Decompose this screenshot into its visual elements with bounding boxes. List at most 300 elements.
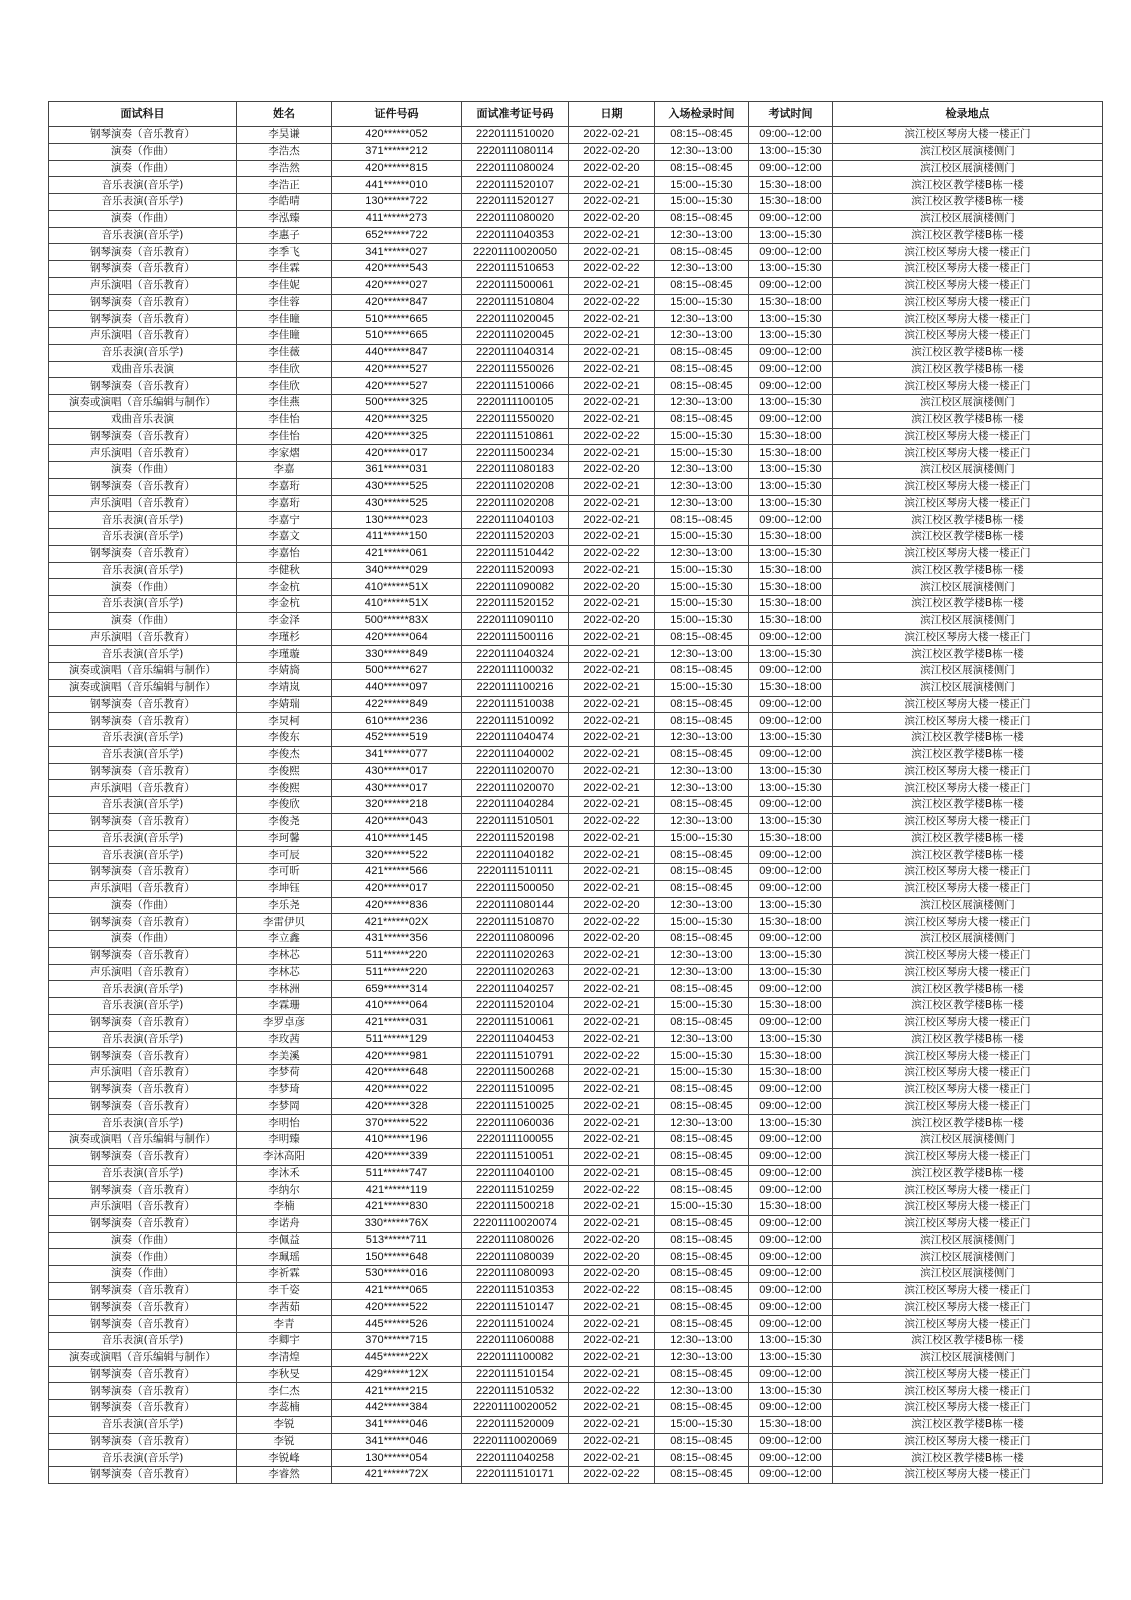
cell-checkin-location: 滨江校区琴房大楼一楼正门 — [833, 1048, 1103, 1065]
cell-checkin-location: 滨江校区琴房大楼一楼正门 — [833, 1148, 1103, 1165]
cell-name: 李佳欣 — [237, 378, 332, 395]
cell-name: 李婧旖 — [237, 663, 332, 680]
cell-date: 2022-02-22 — [569, 294, 655, 311]
cell-checkin-location: 滨江校区教学楼B栋一楼 — [833, 194, 1103, 211]
table-row — [49, 1182, 1103, 1199]
cell-subject: 声乐演唱（音乐教育） — [49, 880, 237, 897]
cell-checkin-location: 滨江校区琴房大楼一楼正门 — [833, 428, 1103, 445]
cell-date: 2022-02-20 — [569, 210, 655, 227]
cell-checkin-location: 滨江校区教学楼B栋一楼 — [833, 596, 1103, 613]
cell-exam-time: 09:00--12:00 — [749, 797, 833, 814]
cell-date: 2022-02-21 — [569, 1215, 655, 1232]
cell-id-number: 421******566 — [332, 864, 462, 881]
table-row — [49, 629, 1103, 646]
cell-checkin-location: 滨江校区琴房大楼一楼正门 — [833, 1299, 1103, 1316]
cell-subject: 钢琴演奏（音乐教育） — [49, 1282, 237, 1299]
cell-admission-number: 2220111510532 — [462, 1383, 569, 1400]
cell-name: 李雷伊贝 — [237, 914, 332, 931]
table-row — [49, 277, 1103, 294]
cell-admission-number: 2220111040257 — [462, 981, 569, 998]
exam-schedule-table — [48, 101, 1103, 1484]
cell-name: 李俊熙 — [237, 780, 332, 797]
cell-name: 李美溪 — [237, 1048, 332, 1065]
cell-id-number: 421******119 — [332, 1182, 462, 1199]
cell-admission-number: 2220111510861 — [462, 428, 569, 445]
cell-date: 2022-02-21 — [569, 646, 655, 663]
cell-name: 李家熠 — [237, 445, 332, 462]
cell-id-number: 430******525 — [332, 478, 462, 495]
cell-date: 2022-02-21 — [569, 1031, 655, 1048]
cell-exam-time: 15:30--18:00 — [749, 428, 833, 445]
cell-checkin-time: 08:15--08:45 — [655, 629, 749, 646]
cell-admission-number: 2220111090082 — [462, 579, 569, 596]
table-row — [49, 1383, 1103, 1400]
cell-subject: 钢琴演奏（音乐教育） — [49, 864, 237, 881]
cell-id-number: 452******519 — [332, 730, 462, 747]
cell-subject: 音乐表演(音乐学) — [49, 227, 237, 244]
cell-subject: 演奏或演唱（音乐编辑与制作） — [49, 1132, 237, 1149]
cell-subject: 钢琴演奏（音乐教育） — [49, 1299, 237, 1316]
cell-name: 李炅柯 — [237, 713, 332, 730]
cell-exam-time: 15:30--18:00 — [749, 596, 833, 613]
cell-name: 李俊杰 — [237, 746, 332, 763]
table-row — [49, 981, 1103, 998]
table-row — [49, 579, 1103, 596]
cell-exam-time: 09:00--12:00 — [749, 1148, 833, 1165]
cell-checkin-location: 滨江校区展演楼侧门 — [833, 579, 1103, 596]
cell-checkin-time: 12:30--13:00 — [655, 780, 749, 797]
header-exam-time: 考试时间 — [749, 102, 833, 127]
cell-exam-time: 09:00--12:00 — [749, 1182, 833, 1199]
cell-checkin-location: 滨江校区琴房大楼一楼正门 — [833, 914, 1103, 931]
cell-checkin-time: 08:15--08:45 — [655, 1266, 749, 1283]
table-row — [49, 612, 1103, 629]
cell-admission-number: 2220111510066 — [462, 378, 569, 395]
cell-checkin-location: 滨江校区琴房大楼一楼正门 — [833, 1316, 1103, 1333]
cell-admission-number: 2220111520107 — [462, 177, 569, 194]
cell-checkin-time: 12:30--13:00 — [655, 947, 749, 964]
cell-checkin-location: 滨江校区展演楼侧门 — [833, 1132, 1103, 1149]
cell-checkin-location: 滨江校区教学楼B栋一楼 — [833, 361, 1103, 378]
cell-exam-time: 15:30--18:00 — [749, 194, 833, 211]
cell-checkin-location: 滨江校区教学楼B栋一楼 — [833, 411, 1103, 428]
cell-name: 李嘉珩 — [237, 478, 332, 495]
header-admission-number: 面试准考证号码 — [462, 102, 569, 127]
cell-date: 2022-02-22 — [569, 545, 655, 562]
cell-checkin-time: 15:00--15:30 — [655, 529, 749, 546]
cell-admission-number: 2220111510038 — [462, 696, 569, 713]
table-row — [49, 311, 1103, 328]
cell-admission-number: 2220111520104 — [462, 998, 569, 1015]
cell-exam-time: 15:30--18:00 — [749, 579, 833, 596]
cell-exam-time: 09:00--12:00 — [749, 1467, 833, 1484]
cell-id-number: 510******665 — [332, 328, 462, 345]
cell-exam-time: 13:00--15:30 — [749, 1031, 833, 1048]
cell-admission-number: 2220111500234 — [462, 445, 569, 462]
cell-admission-number: 2220111100055 — [462, 1132, 569, 1149]
cell-checkin-location: 滨江校区展演楼侧门 — [833, 1232, 1103, 1249]
cell-name: 李瑾璇 — [237, 646, 332, 663]
cell-name: 李楠 — [237, 1199, 332, 1216]
cell-admission-number: 2220111040002 — [462, 746, 569, 763]
cell-exam-time: 13:00--15:30 — [749, 328, 833, 345]
cell-name: 李泓臻 — [237, 210, 332, 227]
cell-id-number: 330******849 — [332, 646, 462, 663]
cell-checkin-location: 滨江校区教学楼B栋一楼 — [833, 981, 1103, 998]
cell-date: 2022-02-21 — [569, 127, 655, 144]
cell-checkin-time: 12:30--13:00 — [655, 1031, 749, 1048]
cell-id-number: 420******981 — [332, 1048, 462, 1065]
cell-checkin-location: 滨江校区教学楼B栋一楼 — [833, 1333, 1103, 1350]
cell-date: 2022-02-21 — [569, 797, 655, 814]
cell-checkin-location: 滨江校区琴房大楼一楼正门 — [833, 127, 1103, 144]
cell-exam-time: 15:30--18:00 — [749, 998, 833, 1015]
cell-subject: 演奏或演唱（音乐编辑与制作） — [49, 1349, 237, 1366]
cell-id-number: 130******054 — [332, 1450, 462, 1467]
cell-subject: 钢琴演奏（音乐教育） — [49, 1014, 237, 1031]
cell-admission-number: 2220111080020 — [462, 210, 569, 227]
table-row — [49, 713, 1103, 730]
cell-id-number: 421******031 — [332, 1014, 462, 1031]
cell-subject: 钢琴演奏（音乐教育） — [49, 1215, 237, 1232]
cell-checkin-time: 08:15--08:45 — [655, 1400, 749, 1417]
cell-checkin-location: 滨江校区展演楼侧门 — [833, 210, 1103, 227]
cell-admission-number: 2220111080183 — [462, 462, 569, 479]
cell-id-number: 420******527 — [332, 361, 462, 378]
cell-checkin-location: 滨江校区教学楼B栋一楼 — [833, 1450, 1103, 1467]
cell-checkin-location: 滨江校区教学楼B栋一楼 — [833, 529, 1103, 546]
cell-name: 李俊尧 — [237, 813, 332, 830]
cell-checkin-location: 滨江校区教学楼B栋一楼 — [833, 730, 1103, 747]
table-row — [49, 679, 1103, 696]
table-row — [49, 797, 1103, 814]
cell-checkin-time: 08:15--08:45 — [655, 277, 749, 294]
cell-id-number: 420******847 — [332, 294, 462, 311]
cell-checkin-location: 滨江校区展演楼侧门 — [833, 1349, 1103, 1366]
cell-date: 2022-02-21 — [569, 328, 655, 345]
cell-exam-time: 09:00--12:00 — [749, 1450, 833, 1467]
cell-date: 2022-02-21 — [569, 1450, 655, 1467]
cell-checkin-location: 滨江校区展演楼侧门 — [833, 1249, 1103, 1266]
table-row — [49, 1400, 1103, 1417]
table-row — [49, 495, 1103, 512]
table-row — [49, 1433, 1103, 1450]
cell-checkin-location: 滨江校区琴房大楼一楼正门 — [833, 244, 1103, 261]
cell-id-number: 420******328 — [332, 1098, 462, 1115]
cell-checkin-location: 滨江校区教学楼B栋一楼 — [833, 1416, 1103, 1433]
cell-name: 李浩正 — [237, 177, 332, 194]
cell-date: 2022-02-21 — [569, 964, 655, 981]
cell-date: 2022-02-20 — [569, 579, 655, 596]
cell-date: 2022-02-20 — [569, 1249, 655, 1266]
cell-checkin-time: 08:15--08:45 — [655, 713, 749, 730]
cell-name: 李佳妮 — [237, 277, 332, 294]
cell-subject: 钢琴演奏（音乐教育） — [49, 1098, 237, 1115]
cell-name: 李嘉宁 — [237, 512, 332, 529]
cell-id-number: 422******849 — [332, 696, 462, 713]
cell-exam-time: 09:00--12:00 — [749, 344, 833, 361]
cell-checkin-time: 08:15--08:45 — [655, 1132, 749, 1149]
table-row — [49, 328, 1103, 345]
cell-id-number: 150******648 — [332, 1249, 462, 1266]
cell-checkin-time: 12:30--13:00 — [655, 897, 749, 914]
cell-date: 2022-02-21 — [569, 1199, 655, 1216]
cell-checkin-location: 滨江校区展演楼侧门 — [833, 462, 1103, 479]
cell-checkin-time: 15:00--15:30 — [655, 562, 749, 579]
cell-checkin-location: 滨江校区教学楼B栋一楼 — [833, 177, 1103, 194]
cell-id-number: 430******525 — [332, 495, 462, 512]
cell-checkin-location: 滨江校区教学楼B栋一楼 — [833, 562, 1103, 579]
cell-admission-number: 22201110020052 — [462, 1400, 569, 1417]
cell-exam-time: 15:30--18:00 — [749, 679, 833, 696]
cell-checkin-time: 15:00--15:30 — [655, 596, 749, 613]
table-row — [49, 160, 1103, 177]
cell-id-number: 420******815 — [332, 160, 462, 177]
cell-checkin-time: 15:00--15:30 — [655, 1065, 749, 1082]
table-row — [49, 663, 1103, 680]
cell-checkin-time: 08:15--08:45 — [655, 361, 749, 378]
cell-subject: 声乐演唱（音乐教育） — [49, 1199, 237, 1216]
cell-exam-time: 09:00--12:00 — [749, 864, 833, 881]
cell-id-number: 421******72X — [332, 1467, 462, 1484]
cell-id-number: 440******097 — [332, 679, 462, 696]
table-row — [49, 344, 1103, 361]
table-row — [49, 596, 1103, 613]
cell-exam-time: 09:00--12:00 — [749, 1299, 833, 1316]
cell-checkin-location: 滨江校区教学楼B栋一楼 — [833, 344, 1103, 361]
cell-exam-time: 09:00--12:00 — [749, 1249, 833, 1266]
cell-checkin-location: 滨江校区教学楼B栋一楼 — [833, 512, 1103, 529]
cell-date: 2022-02-21 — [569, 947, 655, 964]
cell-name: 李俊欣 — [237, 797, 332, 814]
cell-subject: 钢琴演奏（音乐教育） — [49, 478, 237, 495]
cell-subject: 演奏或演唱（音乐编辑与制作） — [49, 679, 237, 696]
cell-admission-number: 2220111500116 — [462, 629, 569, 646]
cell-checkin-time: 08:15--08:45 — [655, 864, 749, 881]
cell-name: 李锐 — [237, 1416, 332, 1433]
header-id-number: 证件号码 — [332, 102, 462, 127]
cell-checkin-time: 12:30--13:00 — [655, 646, 749, 663]
cell-date: 2022-02-21 — [569, 378, 655, 395]
cell-subject: 声乐演唱（音乐教育） — [49, 629, 237, 646]
cell-date: 2022-02-21 — [569, 445, 655, 462]
cell-date: 2022-02-21 — [569, 1081, 655, 1098]
cell-checkin-time: 15:00--15:30 — [655, 1048, 749, 1065]
cell-checkin-time: 08:15--08:45 — [655, 1282, 749, 1299]
cell-subject: 演奏（作曲） — [49, 1232, 237, 1249]
table-row — [49, 1132, 1103, 1149]
cell-admission-number: 2220111080093 — [462, 1266, 569, 1283]
cell-subject: 声乐演唱（音乐教育） — [49, 445, 237, 462]
cell-checkin-time: 08:15--08:45 — [655, 931, 749, 948]
cell-admission-number: 2220111510147 — [462, 1299, 569, 1316]
cell-checkin-time: 08:15--08:45 — [655, 411, 749, 428]
cell-id-number: 420******325 — [332, 411, 462, 428]
cell-subject: 钢琴演奏（音乐教育） — [49, 545, 237, 562]
cell-id-number: 410******51X — [332, 579, 462, 596]
cell-subject: 演奏或演唱（音乐编辑与制作） — [49, 395, 237, 412]
table-row — [49, 462, 1103, 479]
cell-name: 李金泽 — [237, 612, 332, 629]
cell-id-number: 420******325 — [332, 428, 462, 445]
cell-exam-time: 13:00--15:30 — [749, 478, 833, 495]
table-row — [49, 143, 1103, 160]
table-row — [49, 914, 1103, 931]
table-row — [49, 730, 1103, 747]
table-row — [49, 1031, 1103, 1048]
cell-name: 李珂馨 — [237, 830, 332, 847]
cell-name: 李嘉怡 — [237, 545, 332, 562]
cell-subject: 音乐表演(音乐学) — [49, 847, 237, 864]
cell-id-number: 420******022 — [332, 1081, 462, 1098]
table-row — [49, 127, 1103, 144]
cell-checkin-time: 12:30--13:00 — [655, 545, 749, 562]
cell-checkin-location: 滨江校区琴房大楼一楼正门 — [833, 445, 1103, 462]
cell-date: 2022-02-21 — [569, 763, 655, 780]
table-row — [49, 696, 1103, 713]
cell-subject: 钢琴演奏（音乐教育） — [49, 763, 237, 780]
cell-checkin-location: 滨江校区琴房大楼一楼正门 — [833, 1081, 1103, 1098]
cell-date: 2022-02-21 — [569, 679, 655, 696]
table-row — [49, 763, 1103, 780]
cell-exam-time: 15:30--18:00 — [749, 1048, 833, 1065]
cell-name: 李佳怡 — [237, 411, 332, 428]
cell-checkin-location: 滨江校区展演楼侧门 — [833, 160, 1103, 177]
table-row — [49, 395, 1103, 412]
cell-name: 李林洲 — [237, 981, 332, 998]
table-row — [49, 1333, 1103, 1350]
cell-checkin-location: 滨江校区琴房大楼一楼正门 — [833, 1014, 1103, 1031]
cell-subject: 钢琴演奏（音乐教育） — [49, 1081, 237, 1098]
cell-subject: 音乐表演(音乐学) — [49, 1450, 237, 1467]
table-row — [49, 847, 1103, 864]
cell-id-number: 340******029 — [332, 562, 462, 579]
cell-admission-number: 2220111550026 — [462, 361, 569, 378]
table-row — [49, 294, 1103, 311]
cell-subject: 音乐表演(音乐学) — [49, 1115, 237, 1132]
cell-name: 李玫茜 — [237, 1031, 332, 1048]
cell-date: 2022-02-22 — [569, 1048, 655, 1065]
cell-admission-number: 2220111510111 — [462, 864, 569, 881]
cell-exam-time: 09:00--12:00 — [749, 378, 833, 395]
table-row — [49, 1014, 1103, 1031]
cell-admission-number: 2220111040100 — [462, 1165, 569, 1182]
cell-admission-number: 22201110020074 — [462, 1215, 569, 1232]
cell-date: 2022-02-21 — [569, 1132, 655, 1149]
table-row — [49, 1316, 1103, 1333]
cell-exam-time: 09:00--12:00 — [749, 931, 833, 948]
cell-checkin-time: 08:15--08:45 — [655, 1215, 749, 1232]
cell-subject: 钢琴演奏（音乐教育） — [49, 947, 237, 964]
cell-admission-number: 2220111510095 — [462, 1081, 569, 1098]
cell-date: 2022-02-22 — [569, 1467, 655, 1484]
cell-id-number: 511******129 — [332, 1031, 462, 1048]
table-row — [49, 1199, 1103, 1216]
cell-id-number: 420******043 — [332, 813, 462, 830]
cell-id-number: 420******017 — [332, 445, 462, 462]
cell-id-number: 445******526 — [332, 1316, 462, 1333]
cell-subject: 音乐表演(音乐学) — [49, 529, 237, 546]
table-row — [49, 1232, 1103, 1249]
cell-id-number: 430******017 — [332, 780, 462, 797]
cell-subject: 演奏（作曲） — [49, 612, 237, 629]
cell-checkin-time: 12:30--13:00 — [655, 462, 749, 479]
cell-exam-time: 09:00--12:00 — [749, 1400, 833, 1417]
cell-checkin-time: 15:00--15:30 — [655, 177, 749, 194]
cell-checkin-location: 滨江校区琴房大楼一楼正门 — [833, 277, 1103, 294]
cell-id-number: 320******218 — [332, 797, 462, 814]
cell-subject: 钢琴演奏（音乐教育） — [49, 696, 237, 713]
cell-date: 2022-02-21 — [569, 227, 655, 244]
cell-name: 李睿然 — [237, 1467, 332, 1484]
cell-id-number: 421******065 — [332, 1282, 462, 1299]
cell-checkin-location: 滨江校区教学楼B栋一楼 — [833, 1031, 1103, 1048]
cell-admission-number: 2220111040182 — [462, 847, 569, 864]
cell-exam-time: 13:00--15:30 — [749, 964, 833, 981]
cell-name: 李金杭 — [237, 579, 332, 596]
cell-name: 李佳燕 — [237, 395, 332, 412]
cell-name: 李佳瞳 — [237, 311, 332, 328]
cell-exam-time: 15:30--18:00 — [749, 562, 833, 579]
table-row — [49, 1282, 1103, 1299]
table-row — [49, 411, 1103, 428]
cell-checkin-location: 滨江校区琴房大楼一楼正门 — [833, 964, 1103, 981]
cell-checkin-time: 12:30--13:00 — [655, 1349, 749, 1366]
cell-date: 2022-02-20 — [569, 897, 655, 914]
cell-name: 李俊熙 — [237, 763, 332, 780]
cell-id-number: 510******665 — [332, 311, 462, 328]
cell-checkin-location: 滨江校区教学楼B栋一楼 — [833, 797, 1103, 814]
cell-exam-time: 15:30--18:00 — [749, 1065, 833, 1082]
cell-date: 2022-02-21 — [569, 780, 655, 797]
cell-admission-number: 2220111080114 — [462, 143, 569, 160]
cell-date: 2022-02-22 — [569, 1282, 655, 1299]
cell-checkin-location: 滨江校区琴房大楼一楼正门 — [833, 1383, 1103, 1400]
cell-name: 李林芯 — [237, 947, 332, 964]
cell-checkin-time: 15:00--15:30 — [655, 612, 749, 629]
cell-checkin-time: 12:30--13:00 — [655, 1115, 749, 1132]
table-row — [49, 646, 1103, 663]
cell-checkin-location: 滨江校区展演楼侧门 — [833, 143, 1103, 160]
cell-exam-time: 15:30--18:00 — [749, 612, 833, 629]
cell-id-number: 410******064 — [332, 998, 462, 1015]
cell-id-number: 420******064 — [332, 629, 462, 646]
cell-admission-number: 2220111510259 — [462, 1182, 569, 1199]
table-row — [49, 897, 1103, 914]
cell-checkin-time: 15:00--15:30 — [655, 679, 749, 696]
cell-id-number: 420******543 — [332, 261, 462, 278]
table-row — [49, 177, 1103, 194]
cell-name: 李祈霖 — [237, 1266, 332, 1283]
cell-date: 2022-02-21 — [569, 596, 655, 613]
cell-name: 李皓晴 — [237, 194, 332, 211]
cell-checkin-time: 15:00--15:30 — [655, 1199, 749, 1216]
cell-subject: 音乐表演(音乐学) — [49, 998, 237, 1015]
cell-id-number: 511******220 — [332, 964, 462, 981]
cell-checkin-location: 滨江校区教学楼B栋一楼 — [833, 746, 1103, 763]
cell-date: 2022-02-21 — [569, 1433, 655, 1450]
cell-checkin-time: 08:15--08:45 — [655, 1316, 749, 1333]
cell-admission-number: 2220111020070 — [462, 780, 569, 797]
cell-admission-number: 2220111020045 — [462, 311, 569, 328]
cell-id-number: 420******527 — [332, 378, 462, 395]
cell-date: 2022-02-21 — [569, 880, 655, 897]
cell-checkin-time: 08:15--08:45 — [655, 1433, 749, 1450]
cell-checkin-time: 08:15--08:45 — [655, 746, 749, 763]
header-name: 姓名 — [237, 102, 332, 127]
table-row — [49, 227, 1103, 244]
cell-admission-number: 2220111100105 — [462, 395, 569, 412]
